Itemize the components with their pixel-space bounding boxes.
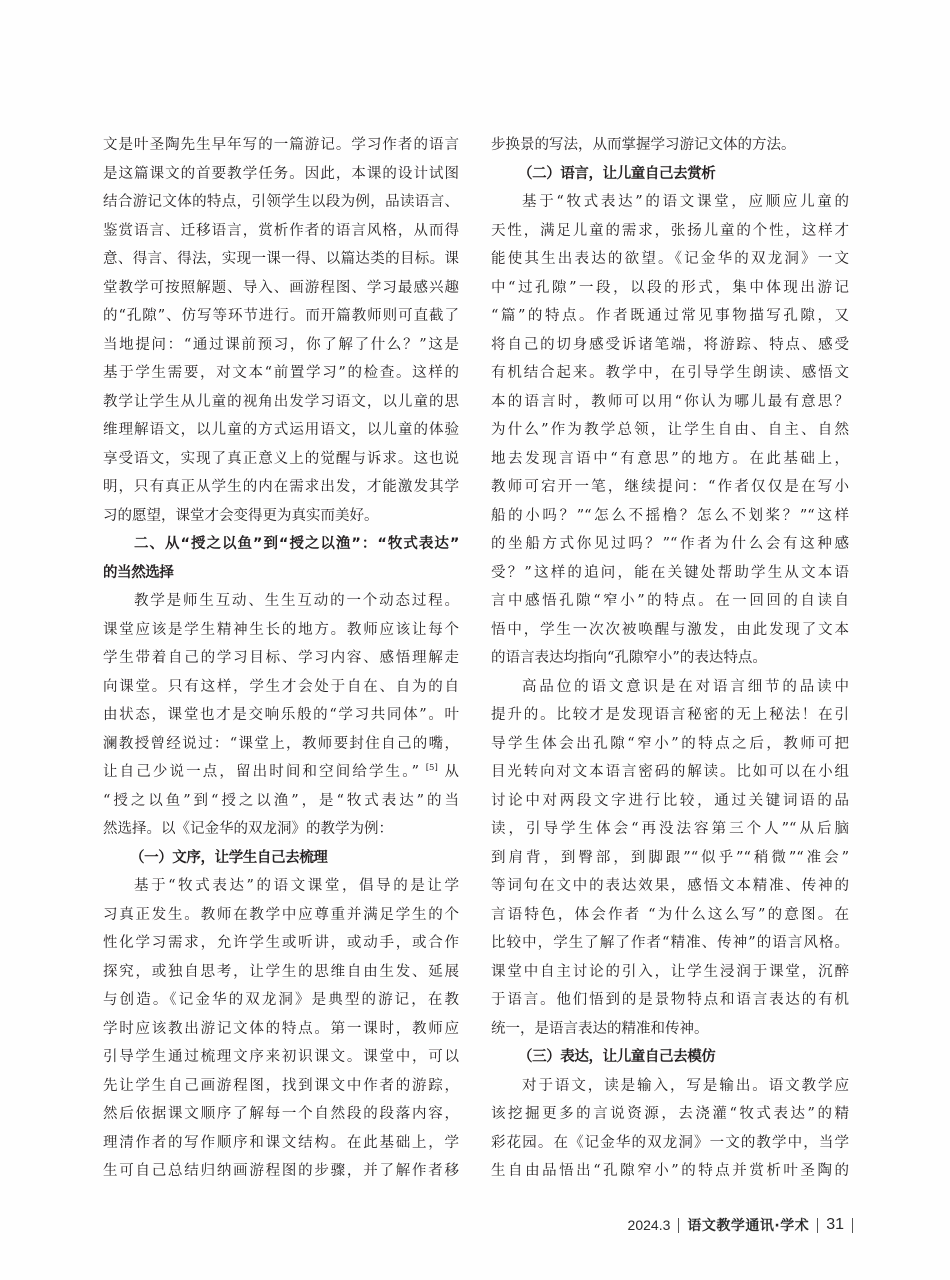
- body-line: 读，引导学生体会“再没法容第三个人”“从后脑: [491, 821, 849, 837]
- body-line: 目光转向对文本语言密码的解读。比如可以在小组: [491, 764, 849, 780]
- subsection-heading: （二）语言，让儿童自己去赏析: [518, 165, 716, 182]
- body-line: 有机结合起来。教学中，在引导学生朗读、感悟文: [491, 365, 849, 381]
- body-line: 的坐船方式你见过吗？”“作者为什么会有这种感: [491, 536, 849, 552]
- body-line: 中“过孔隙”一段，以段的形式，集中体现出游记: [491, 279, 849, 296]
- body-line: 言语特色，体会作者 “为什么这么写”的意图。在: [491, 906, 849, 923]
- body-line: 堂教学可按照解题、导入、画游程图、学习最感兴趣: [103, 279, 459, 296]
- body-line: 比较中，学生了解了作者“精准、传神”的语言风格。: [491, 935, 849, 951]
- body-line: 统一，是语言表达的精准和传神。: [491, 1020, 709, 1037]
- section-heading-line: 二、从“授之以鱼”到“授之以渔”：“牧式表达”: [134, 536, 459, 552]
- line-text: 让自己少说一点，留出时间和空间给学生。”: [103, 764, 419, 780]
- body-line: 基于“牧式表达”的语文课堂，倡导的是让学: [134, 878, 459, 894]
- body-line: 探究，或独自思考，让学生的思维自由生发、延展: [103, 963, 459, 980]
- body-line: 悟中，学生一次次被唤醒与激发，由此发现了文本: [491, 621, 849, 638]
- body-line: 学生带着自己的学习目标、学习内容、感悟理解走: [103, 650, 459, 666]
- body-line: 理清作者的写作顺序和课文结构。在此基础上，学: [103, 1134, 459, 1151]
- body-line: 课堂应该是学生精神生长的地方。教师应该让每个: [103, 621, 459, 638]
- body-line: 意、得言、得法，实现一课一得、以篇达类的目标。课: [103, 251, 459, 267]
- body-line: 由状态，课堂也才是交响乐般的“学习共同体”。叶: [103, 707, 459, 723]
- body-line: 课堂中自主讨论的引入，让学生浸润于课堂，沉醉: [491, 963, 849, 980]
- body-line: 然后依据课文顺序了解每一个自然段的段落内容，: [103, 1106, 459, 1122]
- body-line: 文是叶圣陶先生早年写的一篇游记。学习作者的语言: [103, 137, 459, 153]
- footer-separator: [852, 1218, 853, 1233]
- left-column: [103, 131, 459, 1186]
- body-line: 然选择。以《记金华的双龙洞》的教学为例：: [103, 821, 393, 837]
- body-line: 与创造。《记金华的双龙洞》是典型的游记，在教: [103, 992, 459, 1008]
- body-line: 于语言。他们悟到的是景物特点和语言表达的有机: [491, 992, 849, 1008]
- subsection-heading: （三）表达，让儿童自己去模仿: [518, 1049, 716, 1065]
- body-line: 言中感悟孔隙“窄小”的特点。在一回回的自读自: [491, 593, 849, 609]
- body-line: 习真正发生。教师在教学中应尊重并满足学生的个: [103, 906, 459, 923]
- paragraph: [491, 1072, 849, 1186]
- body-line: 基于“牧式表达”的语文课堂，应顺应儿童的: [522, 194, 849, 210]
- body-line: 教学让学生从儿童的视角出发学习语文，以儿童的思: [103, 393, 459, 410]
- body-line: “篇”的特点。作者既通过常见事物描写孔隙，又: [491, 308, 849, 324]
- body-line: 生可自己总结归纳画游程图的步骤，并了解作者移: [103, 1163, 459, 1179]
- body-line: 船的小吗？”“怎么不摇橹？怎么不划桨？”“这样: [491, 507, 849, 524]
- paragraph: [491, 188, 849, 673]
- footer-page-number: 31: [826, 1216, 844, 1233]
- subsection-heading: （一）文序，让学生自己去梳理: [130, 849, 328, 866]
- page-footer: [628, 1213, 853, 1237]
- paragraph: [491, 131, 849, 160]
- body-line: 地去发现言语中“有意思”的地方。在此基础上，: [491, 450, 849, 467]
- body-line: 为什么”作为教学总领，让学生自由、自主、自然: [491, 422, 849, 438]
- body-line: 彩花园。在《记金华的双龙洞》一文的教学中，当学: [491, 1134, 849, 1151]
- body-line: 是这篇课文的首要教学任务。因此，本课的设计试图: [103, 165, 459, 182]
- body-line: 本的语言时，教师可以用“你认为哪儿最有意思？: [491, 393, 849, 410]
- body-line: 享受语文，实现了真正意义上的觉醒与诉求。这也说: [103, 450, 459, 467]
- paragraph: [103, 872, 459, 1186]
- body-line: 等词句在文中的表达效果，感悟文本精准、传神的: [491, 878, 849, 894]
- body-line: 天性，满足儿童的需求，张扬儿童的个性，这样才: [491, 222, 849, 239]
- body-line: 结合游记文体的特点，引领学生以段为例，品读语言、: [103, 194, 459, 210]
- body-line: 将自己的切身感受诉诸笔端，将游踪、特点、感受: [491, 336, 849, 353]
- body-line: 讨论中对两段文字进行比较，通过关键词语的品: [491, 792, 849, 809]
- paragraph: [103, 131, 459, 530]
- body-line: 对于语文，读是输入，写是输出。语文教学应: [522, 1077, 849, 1094]
- body-line: 向课堂。只有这样，学生才会处于自在、自为的自: [103, 678, 459, 695]
- body-line: 受？”这样的追问，能在关键处帮助学生从文本语: [491, 564, 849, 581]
- body-line: 澜教授曾经说过：“课堂上，教师要封住自己的嘴，: [103, 735, 459, 752]
- body-line: “授之以鱼”到“授之以渔”，是“牧式表达”的当: [103, 792, 459, 809]
- body-line: 该挖掘更多的言说资源，去浇灌“牧式表达”的精: [491, 1106, 849, 1122]
- body-line: 提升的。比较才是发现语言秘密的无上秘法！在引: [491, 707, 849, 723]
- body-line: 维理解语文，以儿童的方式运用语文，以儿童的体验: [103, 422, 459, 438]
- body-line: 性化学习需求，允许学生或听讲，或动手，或合作: [103, 935, 459, 951]
- body-line: 当地提问：“通过课前预习，你了解了什么？”这是: [103, 336, 459, 353]
- body-line: 明，只有真正从学生的内在需求出发，才能激发其学: [103, 479, 459, 495]
- citation-marker: [5]: [425, 763, 438, 773]
- paragraph: [491, 673, 849, 1044]
- body-line: 高品位的语文意识是在对语言细节的品读中: [522, 678, 849, 695]
- footer-journal-name: 语文教学通讯·学术: [687, 1218, 810, 1234]
- section-heading-line: 的当然选择: [103, 564, 174, 581]
- body-line: 习的愿望，课堂才会变得更为真实而美好。: [103, 507, 379, 524]
- body-line: 教学是师生互动、生生互动的一个动态过程。: [134, 593, 459, 609]
- body-line: 生自由品悟出“孔隙窄小”的特点并赏析叶圣陶的: [491, 1163, 849, 1179]
- line-text: 从: [444, 764, 459, 780]
- body-line: 先让学生自己画游程图，找到课文中作者的游踪，: [103, 1077, 459, 1094]
- body-line: 导学生体会出孔隙“窄小”的特点之后，教师可把: [491, 735, 849, 752]
- body-line: 步换景的写法，从而掌握学习游记文体的方法。: [491, 137, 796, 153]
- body-line: 能使其生出表达的欲望。《记金华的双龙洞》一文: [491, 251, 849, 267]
- body-line: 的“孔隙”、仿写等环节进行。而开篇教师则可直截了: [103, 308, 459, 324]
- body-line: 引导学生通过梳理文序来初识课文。课堂中，可以: [103, 1049, 459, 1065]
- body-line: 的语言表达均指向“孔隙窄小”的表达特点。: [491, 650, 767, 666]
- footer-separator: [817, 1218, 818, 1233]
- body-line: 学时应该教出游记文体的特点。第一课时，教师应: [103, 1020, 459, 1037]
- body-line: 基于学生需要，对文本“前置学习”的检查。这样的: [103, 365, 459, 381]
- paragraph: [103, 587, 459, 844]
- body-line: 教师可宕开一笔，继续提问：“作者仅仅是在写小: [491, 479, 849, 495]
- body-line: [103, 758, 459, 787]
- body-line: 鉴赏语言、迁移语言，赏析作者的语言风格，从而得: [103, 222, 459, 239]
- footer-issue: 2024.3: [627, 1217, 671, 1233]
- right-column: [491, 131, 849, 1186]
- footer-separator: [678, 1218, 679, 1233]
- section-heading: [103, 530, 459, 587]
- body-line: 到肩背，到臀部，到脚跟”“似乎”“稍微”“准会”: [491, 849, 849, 866]
